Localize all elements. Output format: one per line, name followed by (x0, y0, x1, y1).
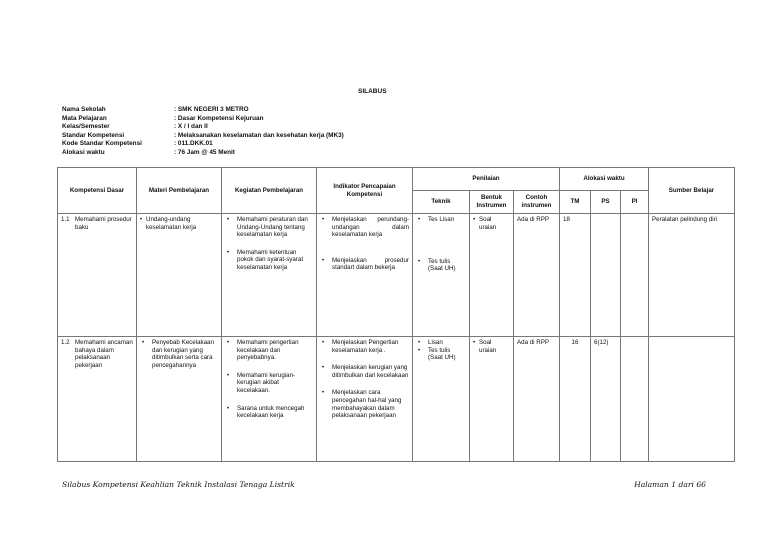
meta-value: : X / I dan II (174, 123, 208, 131)
meta-row-code (62, 140, 344, 149)
cell-pi (621, 214, 649, 337)
meta-label: Kelas/Semester (62, 123, 110, 131)
list-item: • Memahami ketentuan pokok dan syarat-syarat keselamatan kerja (225, 249, 313, 272)
header-tm: TM (560, 191, 591, 214)
cell-pi (621, 337, 649, 462)
cell-contoh: Ada di RPP (514, 214, 560, 337)
cell-kegiatan (222, 214, 317, 337)
list-item: • Memahami pengertian kecelakaan dan penyebabnya. (225, 339, 313, 362)
meta-value: : 011.DKK.01 (174, 140, 213, 148)
header-kompetensi-dasar: Kompetensi Dasar (58, 168, 137, 214)
list-item: • Tes tulis (Saat UH) (416, 258, 466, 273)
list-item: • Memahami peraturan dan Undang-Undang tentang keselamatan kerja (225, 216, 313, 239)
list-item: • Tes Lisan (416, 216, 466, 224)
meta-label: Nama Sekolah (62, 106, 106, 113)
meta-label: Alokasi waktu (62, 148, 105, 156)
cell-kegiatan (222, 337, 317, 462)
meta-row-subject (62, 115, 344, 124)
meta-row-school (62, 106, 344, 115)
cell-sumber: Peralatan pelindung diri (649, 214, 735, 337)
cell-sumber (649, 337, 735, 462)
meta-row-time (62, 149, 344, 158)
footer-left: Silabus Kompetensi Keahlian Teknik Instalasi Tenaga Listrik (62, 480, 295, 489)
syllabus-table (57, 167, 735, 462)
meta-label: Standar Kompetensi (62, 131, 125, 139)
meta-value: : Melaksanakan keselamatan dan kesehatan kerja (MK3) (174, 131, 344, 139)
meta-row-class (62, 123, 344, 132)
table-row (58, 337, 735, 462)
meta-label: Kode Standar Kompetensi (62, 140, 142, 148)
kd-text: Memahami ancaman bahaya dalam pelaksanaan pekerjaan (75, 339, 133, 369)
header-indikator: Indikator Pencapaian Kompetensi (317, 168, 413, 214)
list-item: • Soal uraian (473, 339, 510, 354)
list-item: • Memahami kerugian-kerugian akibat kecelakaan. (225, 372, 313, 395)
cell-indikator (317, 337, 413, 462)
header-contoh: Contoh instrumen (514, 191, 560, 214)
meta-value: : SMK NEGERI 3 METRO (174, 106, 249, 113)
document-meta (62, 106, 344, 158)
list-item: • Menjelaskan prosedur standart dalam bekerja (320, 257, 409, 272)
header-sumber: Sumber Belajar (649, 168, 735, 214)
header-teknik: Teknik (413, 191, 470, 214)
cell-bentuk (470, 214, 514, 337)
meta-value: : Dasar Kompetensi Kejuruan (174, 114, 264, 122)
cell-ps: 6(12) (591, 337, 621, 462)
list-item: • Menjelaskan kerugian yang ditimbulkan dari kecelakaan (320, 364, 409, 379)
header-row (58, 168, 735, 191)
cell-ps (591, 214, 621, 337)
cell-kompetensi-dasar (58, 214, 137, 337)
header-materi: Materi Pembelajaran (137, 168, 222, 214)
cell-indikator (317, 214, 413, 337)
meta-value: : 76 Jam @ 45 Menit (174, 148, 235, 156)
footer-page-number: Halaman 1 dari 66 (634, 480, 706, 489)
header-alokasi: Alokasi waktu (560, 168, 649, 191)
cell-materi (137, 214, 222, 337)
list-item: • Lisan (416, 339, 466, 347)
header-pi: PI (621, 191, 649, 214)
list-item: • Undang-undang keselamatan kerja (140, 216, 218, 231)
meta-row-standard (62, 132, 344, 141)
header-kegiatan: Kegiatan Pembelajaran (222, 168, 317, 214)
kd-number: 1.2 (61, 339, 70, 346)
list-item: • Menjelaskan cara pencegahan hal-hal yang membahayakan dalam pelaksanaan pekerjaan (320, 389, 409, 419)
cell-kompetensi-dasar (58, 337, 137, 462)
list-item: • Penyebab Kecelakaan dan kerugian yang ditimbulkan serta cara pencegahannya (140, 339, 218, 369)
table-row (58, 214, 735, 337)
list-item: • Menjelaskan Pengertian keselamatan kerja . (320, 339, 409, 354)
cell-tm: 16 (560, 337, 591, 462)
list-item: • Soal uraian (473, 216, 510, 231)
header-bentuk: Bentuk Instrumen (470, 191, 514, 214)
kd-text: Memahami prosedur baku (75, 216, 132, 231)
header-penilaian: Penilaian (413, 168, 560, 191)
meta-label: Mata Pelajaran (62, 114, 107, 122)
kd-number: 1.1 (61, 216, 70, 223)
header-ps: PS (591, 191, 621, 214)
cell-bentuk (470, 337, 514, 462)
cell-teknik (413, 214, 470, 337)
list-item: • Tes tulis (Saat UH) (416, 347, 466, 362)
cell-contoh: Ada di RPP (514, 337, 560, 462)
cell-teknik (413, 337, 470, 462)
cell-tm: 18 (560, 214, 591, 337)
list-item: • Sarana untuk mencegah kecelakaan kerja (225, 405, 313, 420)
list-item: • Menjelaskan perundang-undangan dalam keselamatan kerja (320, 216, 409, 239)
title-text: SILABUS (358, 88, 387, 95)
cell-materi (137, 337, 222, 462)
